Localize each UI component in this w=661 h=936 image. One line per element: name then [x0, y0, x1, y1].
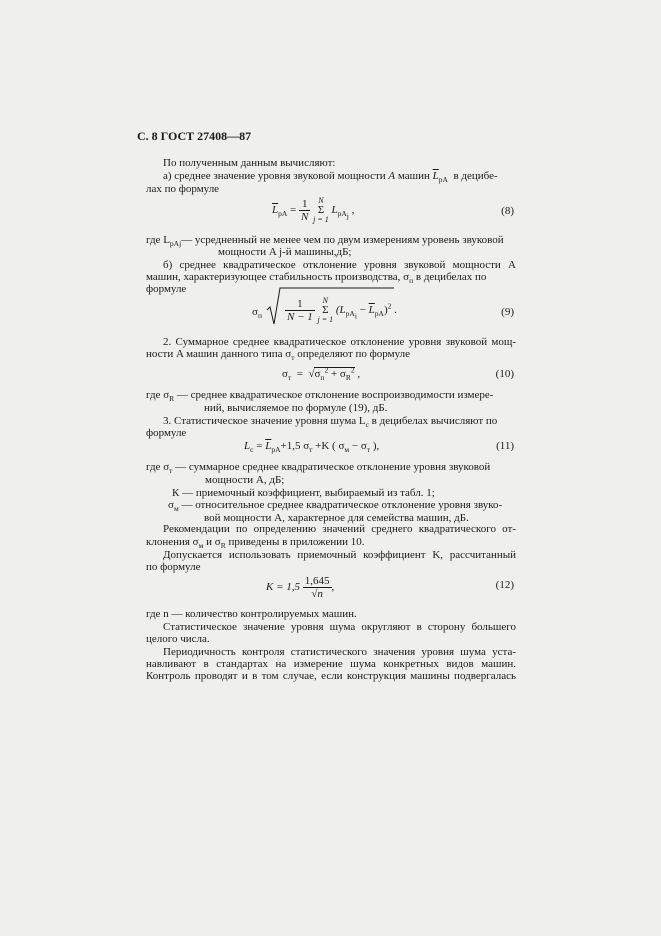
w3-l4-a: σ: [168, 499, 174, 511]
eq9-mean-sub: pA: [374, 309, 384, 319]
equation-9-number: (9): [501, 306, 514, 318]
item-a-mid: машин: [397, 170, 430, 182]
eq9-sum: N Σ j = 1: [317, 296, 334, 324]
eq9-close: ): [383, 304, 388, 317]
where-3-line5: вой мощности А, характерное для семейства машин, дБ.: [204, 512, 469, 524]
eq8-term: L: [331, 204, 338, 217]
eq8-lhs: $\overline{L}$: [272, 204, 279, 217]
item-b-tail: в децибелах по: [413, 271, 487, 283]
eq11-part-a: +1,5 σ: [280, 440, 310, 452]
allow-line2: по формуле: [146, 561, 201, 573]
eq11-equals: =: [253, 440, 266, 452]
w3-sub: т: [169, 466, 173, 476]
rec-line2: [146, 536, 516, 549]
eq9-body: $\frac{1}{N - 1}$ N Σ j = 1 $(L_{pA_i} - \overline{L}_{pA})^2$ .: [287, 296, 397, 324]
eq10-sub2: R: [345, 373, 351, 383]
item-b-sub: п: [409, 276, 414, 286]
eq10-sub1: п: [320, 373, 325, 383]
eq10-plus: + σ: [328, 368, 346, 380]
equation-8: $\overline{L}_{pA}$ = $\frac{1}{N}$ N Σ j = 1 $L_{pA_j}$ ,: [272, 196, 355, 224]
p3-tail: в децибелах вычисляют по: [368, 415, 498, 427]
eq9-frac-num: 1: [285, 298, 315, 311]
item-a-symbol: $\overline{L}$: [432, 170, 439, 182]
eq10-sigma1: σ: [314, 368, 321, 380]
intro-text: По полученным данным вычисляют:: [163, 157, 336, 169]
where2-b: — среднее квадратическое отклонение воспроизводимости измере-: [174, 389, 494, 401]
eq10-sup1: 2: [324, 365, 329, 375]
eq11-sub-t: т: [309, 445, 313, 455]
eq10-lhs-sub: т: [287, 373, 292, 383]
round-line1: Статистическое значение уровня шума округляют в сторону большего: [163, 621, 516, 633]
p2-sub: т: [291, 353, 295, 363]
equation-11: [244, 440, 380, 455]
item-a-symbol-sub: pA: [438, 175, 448, 185]
equation-12-number: (12): [495, 579, 514, 591]
eq9-sum-top: N: [322, 296, 328, 305]
per-line2: навливают в стандартах на измерение шума конкретных видов машин.: [146, 658, 516, 670]
eq8-frac-num: 1: [299, 198, 310, 211]
eq9-minus: −: [356, 304, 369, 317]
eq10-equals: =: [296, 368, 303, 380]
item-b-line1: б) среднее квадратическое отклонение уровня звуковой мощности А: [163, 259, 516, 271]
w3-b: — суммарное среднее квадратическое отклонение уровня звуковой: [172, 461, 491, 473]
round-line2: целого числа.: [146, 633, 210, 645]
w3-a: где σ: [146, 461, 170, 473]
p2-tail: определяют по формуле: [294, 348, 410, 360]
per-line3: Контроль проводят и в том случае, если конструкция машины подвергалась: [146, 670, 516, 682]
where-2-line1: [146, 389, 516, 402]
where1-a: где L: [146, 234, 170, 246]
eq12-fraction: [303, 575, 332, 600]
item-b-line3: формуле: [146, 283, 187, 295]
eq11-sub-m: м: [344, 445, 350, 455]
eq12-frac-num: 1,645: [304, 575, 330, 587]
eq11-part-b: +K ( σ: [312, 440, 345, 452]
equation-10-number: (10): [495, 368, 514, 380]
eq9-paren-term: (L: [335, 304, 346, 317]
where-1-line2: мощности A j-й машины,дБ;: [218, 246, 352, 258]
p2-line1: 2. Суммарное среднее квадратическое отклонение уровня звуковой мощ-: [163, 336, 516, 348]
eq11-mean-sub: pA: [271, 445, 281, 455]
where-3-line2: мощности А, дБ;: [205, 474, 285, 486]
p3-text: 3. Статистическое значение уровня шума L: [163, 415, 366, 427]
w3-l4-b: — относительное среднее квадратическое отклонение уровня звуко-: [178, 499, 503, 511]
equation-9: [252, 306, 262, 321]
rec-a: клонения σ: [146, 536, 199, 548]
eq8-term-subsub: j: [346, 211, 349, 221]
equation-11-number: (11): [496, 440, 514, 452]
where-4: где n — количество контролируемых машин.: [146, 608, 357, 620]
eq9-sub: pA: [345, 309, 355, 319]
where-3-line1: [146, 461, 516, 474]
where2-sub: R: [169, 394, 175, 404]
eq12-frac-den: √n: [311, 588, 323, 600]
rec-line1: Рекомендации по определению значений среднего квадратического от-: [163, 523, 516, 535]
rec-b: и σ: [203, 536, 221, 548]
eq8-term-sub: pA: [337, 209, 347, 219]
p3-sub: c: [365, 420, 369, 430]
allow-line1: Допускается использовать приемочный коэффициент K, рассчитанный: [163, 549, 516, 561]
p2-text: ности A машин данного типа σ: [146, 348, 292, 360]
eq10-sup2: 2: [350, 365, 355, 375]
where-3-line3: К — приемочный коэффициент, выбираемый из табл. 1;: [172, 487, 435, 499]
eq9-sum-bottom: j = 1: [317, 315, 334, 324]
eq8-sum: N Σ j = 1: [313, 196, 329, 224]
eq8-lhs-sub: pA: [278, 209, 288, 219]
eq11-part-c: − σ: [349, 440, 367, 452]
where1-sub: pAj: [169, 239, 182, 249]
eq11-lhs-sub: c: [250, 445, 254, 455]
eq9-subsub: i: [354, 311, 357, 321]
item-a-tail: в децибе-: [453, 170, 498, 182]
eq9-fraction: [285, 298, 315, 323]
rec-c: приведены в приложении 10.: [225, 536, 365, 548]
eq9-lhs: σ: [252, 306, 258, 318]
eq9-lhs-sub: п: [257, 311, 262, 321]
item-a-text: а) среднее значение уровня звуковой мощности: [163, 170, 386, 182]
eq12-lhs: K = 1,5: [266, 581, 301, 594]
per-line1: Периодичность контроля статистического значения уровня шума уста-: [163, 646, 516, 658]
where-3-line4: [168, 499, 538, 512]
eq12-tail: ,: [331, 581, 335, 594]
eq10-lhs: σ: [282, 368, 288, 380]
equation-8-number: (8): [501, 205, 514, 217]
eq9-frac-den: N − 1: [287, 311, 313, 323]
eq11-lhs: L: [244, 440, 251, 452]
item-a-line2: лах по формуле: [146, 183, 220, 195]
where-2-line2: ний, вычисляемое по формуле (19), дБ.: [204, 402, 388, 414]
rec-sub1: м: [198, 541, 204, 551]
eq10-sqrt-sign: √: [308, 368, 315, 380]
p3-line2: формуле: [146, 427, 187, 439]
eq11-mean: $\overline{L}$: [265, 440, 272, 452]
eq9-mean: $\overline{L}$: [368, 304, 375, 317]
item-a-var: А: [388, 170, 396, 182]
equation-12: [266, 575, 334, 600]
eq8-sum-top: N: [318, 196, 324, 205]
eq9-power: 2: [387, 301, 392, 311]
p2-line2: [146, 348, 516, 361]
where2-a: где σ: [146, 389, 170, 401]
eq11-sub-t2: т: [366, 445, 371, 455]
where1-b: — усредненный не менее чем по двум измерениям уровень звуковой: [181, 234, 504, 246]
rec-sub2: R: [220, 541, 226, 551]
item-b-text: машин, характеризующее стабильность производства, σ: [146, 271, 410, 283]
equation-10: $\sigma_т = √\sigma_п^2 + \sigma_R^2$ ,: [282, 365, 361, 383]
w3-l4-sub: м: [173, 504, 179, 514]
eq8-frac-den: N: [301, 211, 309, 223]
page-header: С. 8 ГОСТ 27408—87: [137, 129, 252, 143]
eq8-fraction: [299, 198, 310, 223]
item-a-line1: [163, 170, 516, 183]
eq11-part-d: ),: [370, 440, 380, 452]
eq8-sum-bottom: j = 1: [313, 215, 329, 224]
